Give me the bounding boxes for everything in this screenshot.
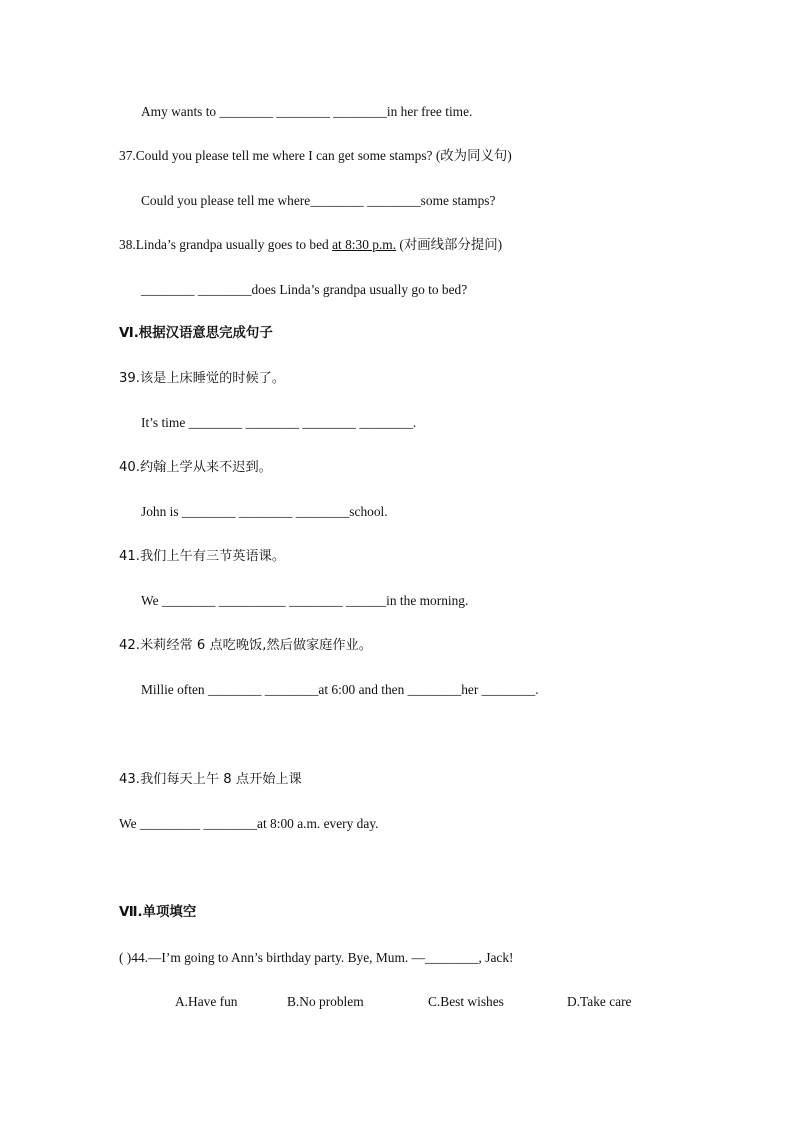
section-6-heading: Ⅵ.根据汉语意思完成句子: [119, 326, 273, 341]
q43-answer-line: We _________ ________at 8:00 a.m. every day.: [119, 816, 379, 831]
q41-prompt: 41.我们上午有三节英语课。: [119, 549, 286, 564]
q38-prompt: [119, 236, 502, 254]
q39-prompt: 39.该是上床睡觉的时候了。: [119, 371, 286, 386]
q40-answer-line: John is ________ ________ ________school.: [141, 504, 388, 519]
q38-prompt-instruction: (对画线部分提问): [396, 237, 503, 252]
option-c: C.Best wishes: [428, 994, 504, 1009]
q43-prompt: 43.我们每天上午 8 点开始上课: [119, 772, 302, 787]
q38-underlined-part: at 8:30 p.m.: [332, 237, 397, 252]
q36-answer-line: Amy wants to ________ ________ ________in her free time.: [141, 104, 473, 119]
q44-options: [0, 993, 794, 1011]
option-b: B.No problem: [287, 994, 364, 1009]
q41-answer-line: We ________ __________ ________ ______in the morning.: [141, 593, 469, 608]
q44-prompt: ( )44.—I’m going to Ann’s birthday party. Bye, Mum. —________, Jack!: [119, 950, 514, 965]
option-a: A.Have fun: [175, 994, 238, 1009]
section-7-heading: Ⅶ.单项填空: [119, 905, 197, 920]
q42-prompt: 42.米莉经常 6 点吃晚饭,然后做家庭作业。: [119, 638, 372, 653]
q37-prompt: 37.Could you please tell me where I can get some stamps? (改为同义句): [119, 148, 512, 163]
q40-prompt: 40.约翰上学从来不迟到。: [119, 460, 272, 475]
q42-answer-line: Millie often ________ ________at 6:00 and then ________her ________.: [141, 682, 539, 697]
option-d: D.Take care: [567, 994, 632, 1009]
q38-prompt-start: 38.Linda’s grandpa usually goes to bed: [119, 237, 333, 252]
q38-answer-line: ________ ________does Linda’s grandpa usually go to bed?: [141, 282, 468, 297]
q37-answer-line: Could you please tell me where________ ________some stamps?: [141, 193, 496, 208]
q39-answer-line: It’s time ________ ________ ________ ________.: [141, 415, 417, 430]
